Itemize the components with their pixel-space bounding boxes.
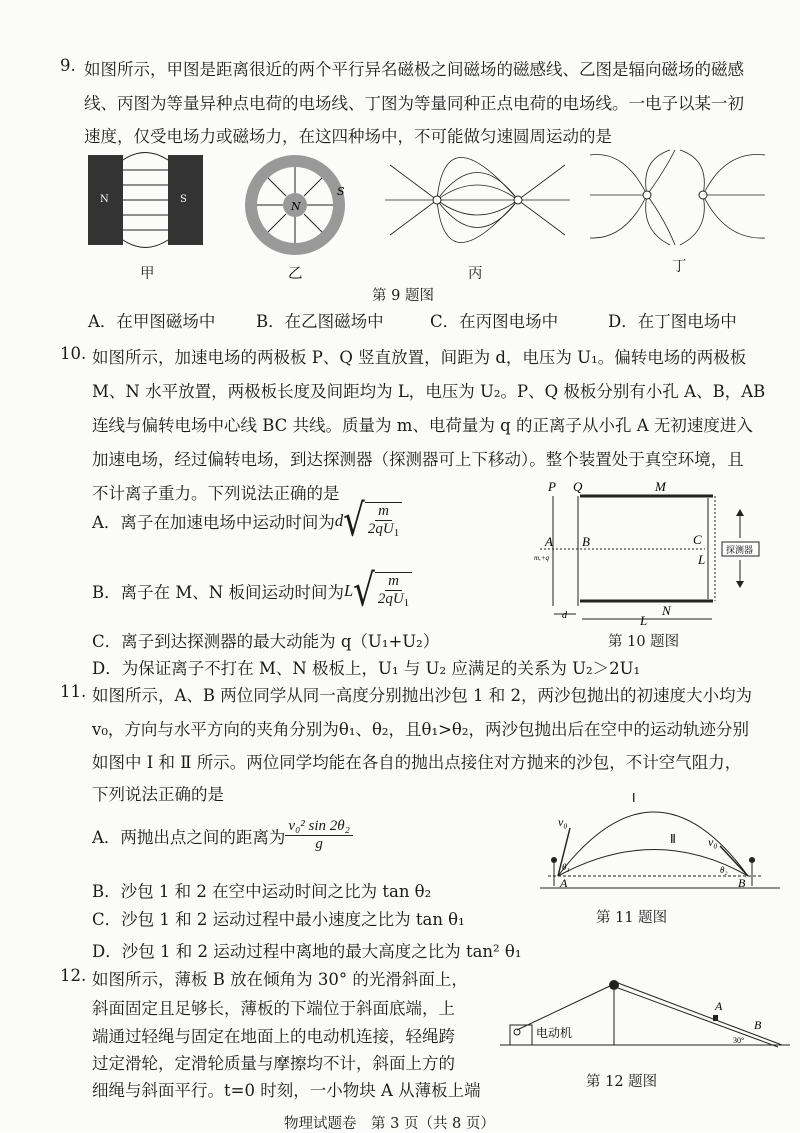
q10-option-d: D．为保证离子不打在 M、N 极板上，U₁ 与 U₂ 应满足的关系为 U₂＞2U₁ bbox=[92, 659, 641, 678]
denominator: 2qU bbox=[377, 591, 404, 607]
label-l-horizontal: L bbox=[640, 613, 648, 628]
detector-label: 探测器 bbox=[726, 545, 754, 555]
q12-line: 如图所示，薄板 B 放在倾角为 30° 的光滑斜面上， bbox=[92, 970, 468, 989]
page-footer: 物理试题卷 第 3 页（共 8 页） bbox=[284, 1116, 495, 1132]
label-theta2: θ₂ bbox=[720, 865, 728, 875]
angle-label: 30° bbox=[733, 1036, 745, 1045]
numerator: m bbox=[385, 573, 402, 591]
q11-option-b: B．沙包 1 和 2 在空中运动时间之比为 tan θ₂ bbox=[92, 882, 432, 901]
q12-line: 过定滑轮，定滑轮质量与摩擦均不计，斜面上方的 bbox=[92, 1054, 455, 1073]
q11-number: 11. bbox=[60, 682, 87, 701]
label-charge: m,+q bbox=[534, 554, 550, 562]
q10-figure bbox=[534, 476, 790, 628]
q9-option-c: C．在丙图电场中 bbox=[430, 312, 559, 331]
label-v0-a: v₀ bbox=[558, 815, 568, 829]
label-b: B bbox=[754, 1018, 762, 1032]
q12-number: 12. bbox=[60, 966, 87, 985]
q12-line: 端通过轻绳与固定在地面上的电动机连接，轻绳跨 bbox=[92, 1027, 455, 1046]
q10-option-b bbox=[92, 564, 412, 617]
label-v0-b: v₀ bbox=[708, 835, 718, 849]
q11-figure bbox=[540, 788, 780, 900]
q12-figure bbox=[500, 975, 790, 1055]
denominator: g bbox=[315, 836, 323, 852]
pole-n-label: N bbox=[291, 200, 301, 213]
q10-line: 不计离子重力。下列说法正确的是 bbox=[92, 484, 340, 503]
q11-option-a bbox=[92, 818, 353, 853]
fig-label-jia: 甲 bbox=[140, 266, 155, 282]
denominator: 2qU bbox=[367, 521, 394, 537]
sqrt: √ $\frac{m}{2qU_1}$ bbox=[353, 572, 412, 609]
label-c: C bbox=[693, 532, 702, 547]
q12-caption: 第 12 题图 bbox=[586, 1074, 658, 1090]
q10-option-c: C．离子到达探测器的最大动能为 q（U₁+U₂） bbox=[92, 632, 440, 651]
numerator: m bbox=[375, 503, 392, 521]
q11-caption: 第 11 题图 bbox=[596, 910, 668, 926]
label-n: N bbox=[662, 603, 671, 618]
label-a: A bbox=[560, 876, 568, 890]
fig-label-ding: 丁 bbox=[672, 259, 687, 275]
fig-label-yi: 乙 bbox=[288, 266, 303, 282]
numerator: v₀² sin 2θ₂ bbox=[285, 818, 352, 836]
pole-s-label: S bbox=[337, 185, 345, 198]
label-l-vertical: L bbox=[698, 552, 706, 567]
q9-option-a: A．在甲图磁场中 bbox=[88, 312, 216, 331]
q11-line: 下列说法正确的是 bbox=[92, 785, 224, 804]
coef: d bbox=[334, 510, 344, 530]
coef: L bbox=[343, 580, 354, 600]
q9-option-b: B．在乙图磁场中 bbox=[256, 312, 384, 331]
q9-line: 线、丙图为等量异种点电荷的电场线、丁图为等量同种正点电荷的电场线。一电子以某一初 bbox=[84, 94, 744, 113]
fig-jia-magnet bbox=[88, 150, 208, 260]
label-d: d bbox=[562, 610, 567, 621]
q10-line: M、N 水平放置，两极板长度及间距均为 L，电压为 U₂。P、Q 极板分别有小孔 A、B，AB bbox=[92, 382, 766, 401]
fig-ding-like-charges bbox=[590, 150, 765, 245]
q10-line: 如图所示，加速电场的两极板 P、Q 竖直放置，间距为 d，电压为 U₁。偏转电场的两极板 bbox=[92, 348, 747, 367]
q12-line: 斜面固定且足够长，薄板的下端位于斜面底端，上 bbox=[92, 999, 455, 1018]
label-theta1: θ₁ bbox=[562, 862, 570, 872]
q11-option-c: C．沙包 1 和 2 运动过程中最小速度之比为 tan θ₁ bbox=[92, 910, 465, 929]
q10-line: 加速电场，经过偏转电场，到达探测器（探测器可上下移动）。整个装置处于真空环境，且 bbox=[92, 450, 744, 469]
q9-option-d: D．在丁图电场中 bbox=[608, 312, 737, 331]
pole-n-label: N bbox=[100, 194, 109, 205]
motor-label: 电动机 bbox=[536, 1026, 573, 1040]
q11-line: v₀，方向与水平方向的夹角分别为θ₁、θ₂，且θ₁>θ₂，两沙包抛出后在空中的运动轨迹分别 bbox=[92, 720, 749, 739]
fig-bing-opposite-charges bbox=[385, 145, 570, 255]
label-p: P bbox=[548, 479, 556, 494]
subscript: 1 bbox=[403, 597, 410, 609]
label-q: Q bbox=[573, 479, 583, 494]
label-trajectory-2: Ⅱ bbox=[670, 832, 676, 846]
q9-number: 9. bbox=[60, 56, 76, 75]
q10-line: 连线与偏转电场中心线 BC 共线。质量为 m、电荷量为 q 的正离子从小孔 A 无初速度进入 bbox=[92, 416, 753, 435]
q11-line: 如图中 Ⅰ 和 Ⅱ 所示。两位同学均能在各自的抛出点接住对方抛来的沙包，不计空气阻力， bbox=[92, 753, 742, 772]
q10-number: 10. bbox=[60, 344, 87, 363]
q9-caption: 第 9 题图 bbox=[372, 288, 434, 304]
option-text: A．离子在加速电场中运动时间为 bbox=[92, 512, 335, 532]
option-text: A．两抛出点之间的距离为 bbox=[92, 827, 286, 847]
q10-option-a bbox=[92, 494, 402, 547]
pole-s-label: S bbox=[180, 194, 187, 205]
q9-line: 如图所示，甲图是距离很近的两个平行异名磁极之间磁场的磁感线、乙图是辐向磁场的磁感 bbox=[84, 60, 744, 79]
q10-caption: 第 10 题图 bbox=[608, 634, 680, 650]
q11-option-d: D．沙包 1 和 2 运动过程中离地的最大高度之比为 tan² θ₁ bbox=[92, 942, 522, 961]
fig-yi-radial-field bbox=[240, 150, 350, 260]
q11-line: 如图所示，A、B 两位同学从同一高度分别抛出沙包 1 和 2，两沙包抛出的初速度大小均为 bbox=[92, 686, 753, 705]
label-b: B bbox=[738, 876, 746, 890]
q12-line: 细绳与斜面平行。t=0 时刻，一小物块 A 从薄板上端 bbox=[92, 1081, 481, 1100]
subscript: 1 bbox=[393, 527, 400, 539]
label-a: A bbox=[715, 999, 723, 1013]
q9-line: 速度，仅受电场力或磁场力，在这四种场中，不可能做匀速圆周运动的是 bbox=[84, 127, 612, 146]
sqrt: √ $\frac{m}{2qU_1}$ bbox=[343, 502, 402, 539]
label-m: M bbox=[655, 479, 666, 494]
label-trajectory-1: Ⅰ bbox=[632, 791, 636, 805]
label-b: B bbox=[582, 534, 590, 549]
fig-label-bing: 丙 bbox=[468, 266, 483, 282]
option-text: B．离子在 M、N 板间运动时间为 bbox=[92, 582, 344, 602]
label-a: A bbox=[545, 534, 553, 549]
